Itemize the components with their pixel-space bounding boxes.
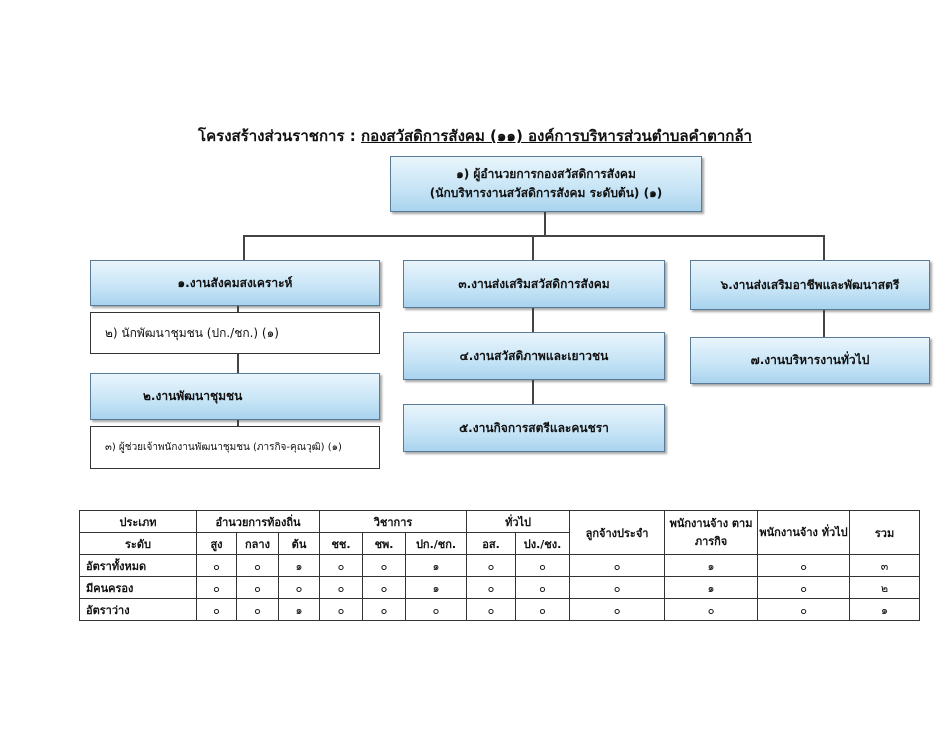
unit-social-welfare: ๑.งานสังคมสงเคราะห์ — [90, 260, 380, 306]
table-cell: ๑ — [406, 577, 467, 599]
sub-header: กลาง — [237, 533, 279, 555]
header-general-employee: พนักงานจ้าง ทั่วไป — [758, 511, 850, 555]
table-cell: ๐ — [516, 577, 570, 599]
table-cell: ๐ — [758, 555, 850, 577]
row-label: อัตราทั้งหมด — [80, 555, 197, 577]
staff-community-developer: ๒) นักพัฒนาชุมชน (ปก./ชก.) (๑) — [90, 312, 380, 354]
sub-header: ปก./ชก. — [406, 533, 467, 555]
table-cell: ๐ — [197, 555, 237, 577]
title-prefix: โครงสร้างส่วนราชการ : — [198, 127, 361, 145]
connector-right-drop — [823, 235, 825, 261]
row-label: อัตราว่าง — [80, 599, 197, 621]
table-cell: ๐ — [516, 555, 570, 577]
table-cell: ๐ — [467, 577, 516, 599]
header-general: ทั่วไป — [467, 511, 570, 533]
connector-u4-u5 — [532, 380, 534, 404]
table-cell: ๐ — [320, 577, 363, 599]
table-cell: ๑ — [850, 599, 920, 621]
director-subtitle: (นักบริหารงานสวัสดิการสังคม ระดับต้น) (๑) — [429, 186, 663, 200]
sub-header: ชช. — [320, 533, 363, 555]
table-row — [80, 555, 920, 577]
header-mission-employee: พนักงานจ้าง ตามภารกิจ — [665, 511, 758, 555]
connector-left-drop — [243, 235, 245, 261]
director-box — [390, 156, 702, 212]
table-cell: ๐ — [467, 555, 516, 577]
header-total: รวม — [850, 511, 920, 555]
table-cell: ๑ — [279, 555, 320, 577]
table-cell: ๑ — [279, 599, 320, 621]
table-cell: ๐ — [363, 599, 406, 621]
connector-u6-u7 — [823, 310, 825, 337]
table-cell: ๓ — [850, 555, 920, 577]
table-cell: ๐ — [320, 599, 363, 621]
row-label: มีคนครอง — [80, 577, 197, 599]
table-cell: ๐ — [237, 577, 279, 599]
connector-staff-u2 — [237, 353, 239, 373]
table-cell: ๑ — [665, 577, 758, 599]
sub-header: สูง — [197, 533, 237, 555]
connector-horizontal — [243, 235, 825, 237]
table-cell: ๐ — [758, 577, 850, 599]
table-cell: ๐ — [406, 599, 467, 621]
table-cell: ๑ — [665, 555, 758, 577]
table-cell: ๐ — [363, 577, 406, 599]
table-cell: ๐ — [237, 599, 279, 621]
table-cell: ๐ — [665, 599, 758, 621]
sub-header: ชพ. — [363, 533, 406, 555]
connector-mid-drop — [532, 236, 534, 260]
staff-assistant-officer: ๓) ผู้ช่วยเจ้าพนักงานพัฒนาชุมชน (ภารกิจ-คุณวุฒิ) (๑) — [90, 426, 380, 469]
table-cell: ๒ — [850, 577, 920, 599]
table-cell: ๐ — [570, 555, 665, 577]
header-academic: วิชาการ — [320, 511, 467, 533]
table-cell: ๐ — [320, 555, 363, 577]
unit-women-elderly: ๕.งานกิจการสตรีและคนชรา — [403, 404, 665, 452]
table-cell: ๐ — [279, 577, 320, 599]
title-main: กองสวัสดิการสังคม (๑๑) องค์การบริหารส่วนตำบลคำตากล้า — [360, 127, 752, 145]
table-cell: ๐ — [467, 599, 516, 621]
table-cell: ๐ — [197, 599, 237, 621]
sub-header: ปง./ชง. — [516, 533, 570, 555]
table-cell: ๐ — [570, 577, 665, 599]
unit-career-women: ๖.งานส่งเสริมอาชีพและพัฒนาสตรี — [690, 260, 930, 310]
header-admin: อำนวยการท้องถิ่น — [197, 511, 320, 533]
sub-header: อส. — [467, 533, 516, 555]
unit-welfare-promotion: ๓.งานส่งเสริมสวัสดิการสังคม — [403, 260, 665, 308]
connector-u3-u4 — [532, 308, 534, 332]
table-header-row-1 — [80, 511, 920, 533]
table-row — [80, 599, 920, 621]
table-cell: ๐ — [237, 555, 279, 577]
staffing-table — [79, 510, 920, 621]
header-regular-employee: ลูกจ้างประจำ — [570, 511, 665, 555]
table-cell: ๐ — [516, 599, 570, 621]
table-row — [80, 577, 920, 599]
connector-top-down — [544, 211, 546, 236]
table-cell: ๐ — [570, 599, 665, 621]
header-type: ประเภท — [80, 511, 197, 533]
table-cell: ๐ — [363, 555, 406, 577]
director-title: ๑) ผู้อำนวยการกองสวัสดิการสังคม — [456, 167, 636, 181]
unit-welfare-youth: ๔.งานสวัสดิภาพและเยาวชน — [403, 332, 665, 380]
unit-community-development: ๒.งานพัฒนาชุมชน — [90, 373, 380, 420]
header-level: ระดับ — [80, 533, 197, 555]
table-cell: ๐ — [758, 599, 850, 621]
table-cell: ๑ — [406, 555, 467, 577]
sub-header: ต้น — [279, 533, 320, 555]
page-title — [0, 124, 950, 148]
table-cell: ๐ — [197, 577, 237, 599]
unit-general-admin: ๗.งานบริหารงานทั่วไป — [690, 337, 930, 384]
